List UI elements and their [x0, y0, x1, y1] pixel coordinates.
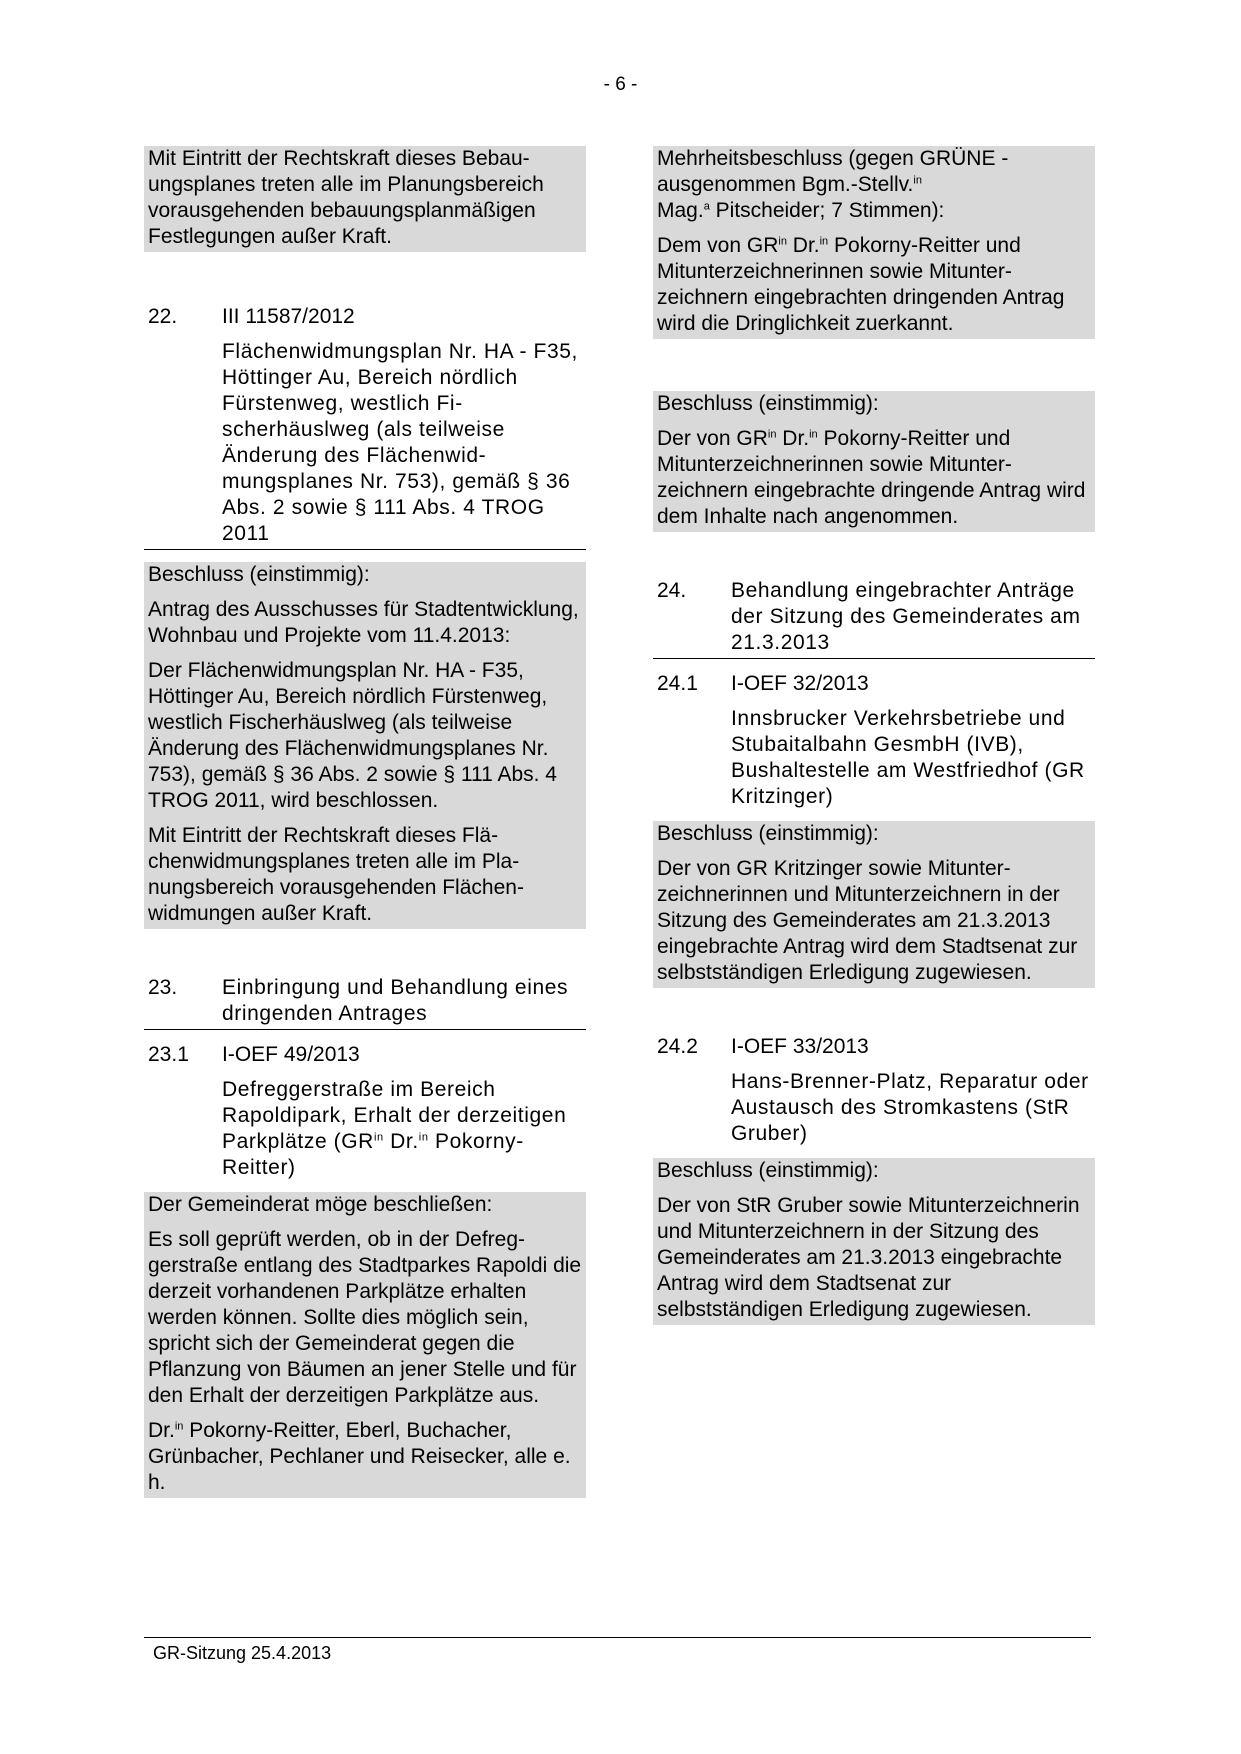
footer: GR-Sitzung 25.4.2013 [153, 1643, 332, 1663]
divider [144, 549, 586, 550]
agenda-item-22 [144, 304, 586, 549]
box-paragraph: Der von StR Gruber sowie Mitunterzeichnerin und Mitunterzeichnern in der Sitzung des Gemeinderates am 21.3.2013 eingebrachte Antrag wird dem Stadtsenat zur selbstständigen Erledigung zugewiesen. [657, 1194, 1080, 1321]
box-paragraph: Antrag des Ausschusses für Stadtentwicklung, Wohnbau und Projekte vom 11.4.2013: [148, 598, 579, 647]
item-heading [653, 671, 1095, 697]
item-number: 24. [657, 579, 687, 602]
divider [144, 1029, 586, 1030]
item-reference: III 11587/2012 [222, 305, 355, 328]
item-heading [144, 975, 586, 1029]
item-reference: I-OEF 32/2013 [731, 672, 869, 695]
motion-box-item-23-1 [144, 1192, 586, 1498]
footer-divider [144, 1637, 1091, 1638]
decision-box-item-24-2 [653, 1158, 1095, 1325]
agenda-item-23 [144, 975, 586, 1029]
item-heading [144, 1042, 586, 1068]
item-number: 22. [148, 305, 178, 328]
decision-box-bebauungsplan [144, 146, 586, 252]
motion-heading: Der Gemeinderat möge beschließen: [148, 1193, 493, 1216]
page-number: - 6 - [603, 74, 638, 95]
decision-label: Beschluss (einstimmig): [657, 392, 879, 415]
item-title: Defreggerstraße im Bereich Rapoldipark, Erhalt der derzeitigen Parkplätze ($GR^{in}$ Dr.$^{in}$ Pokorny-Reitter) [222, 1078, 567, 1179]
item-number: 24.1 [657, 672, 698, 695]
box-paragraph: Mit Eintritt der Rechtskraft dieses Flächenwidmungsplanes treten alle im Planungsbereich vorausgehenden Flächenwidmungen außer Kraft. [148, 824, 524, 925]
box-paragraph: Mit Eintritt der Rechtskraft dieses Bebauungsplanes treten alle im Planungsbereich vorausgehenden bebauungsplanmäßigen Festlegungen außer Kraft. [148, 147, 544, 248]
majority-decision-box [653, 146, 1095, 339]
item-number: 23.1 [148, 1043, 189, 1066]
agenda-item-24-2 [653, 1034, 1095, 1147]
left-column [144, 146, 586, 1498]
item-reference: I-OEF 49/2013 [222, 1043, 360, 1066]
decision-label: Beschluss (einstimmig): [657, 822, 879, 845]
unanimous-decision-box [653, 391, 1095, 532]
decision-label: Beschluss (einstimmig): [148, 563, 370, 586]
item-number: 23. [148, 976, 178, 999]
item-reference: I-OEF 33/2013 [731, 1035, 869, 1058]
agenda-item-24-1 [653, 671, 1095, 810]
decision-label: Beschluss (einstimmig): [657, 1159, 879, 1182]
box-paragraph: Es soll geprüft werden, ob in der Defreggerstraße entlang des Stadtparkes Rapoldi die derzeit vorhandenen Parkplätze erhalten werden können. Sollte dies möglich sein, spricht sich der Gemeinderat gegen die Pflanzung von Bäumen an jener Stelle und für den Erhalt der derzeitigen Parkplätze aus. [148, 1228, 582, 1407]
item-heading [653, 1034, 1095, 1060]
signers: Dr.$^{in}$ Pokorny-Reitter, Eberl, Buchacher, Grünbacher, Pechlaner und Reisecker, alle e. h. [148, 1419, 571, 1494]
item-title: Einbringung und Behandlung eines dringenden Antrages [222, 976, 569, 1025]
decision-box-item-22 [144, 562, 586, 929]
item-title: Innsbrucker Verkehrsbetriebe und Stubaitalbahn GesmbH (IVB), Bushaltestelle am Westfriedhof (GR Kritzinger) [731, 707, 1085, 808]
divider [653, 658, 1095, 659]
item-title: Flächenwidmungsplan Nr. HA - F35, Höttinger Au, Bereich nördlich Fürstenweg, westlich Fischerhäuslweg (als teilweise Änderung des Flächenwidmungsplanes Nr. 753), gemäß § 36 Abs. 2 sowie § 111 Abs. 4 TROG 2011 [222, 340, 578, 545]
agenda-item-24 [653, 578, 1095, 658]
box-paragraph: Dem von $GR^{in}$ Dr.$^{in}$ Pokorny-Reitter und Mitunterzeichnerinnen sowie Mitunterzeichnern eingebrachten dringenden Antrag wird die Dringlichkeit zuerkannt. [657, 234, 1065, 335]
item-title: Behandlung eingebrachter Anträge der Sitzung des Gemeinderates am 21.3.2013 [731, 579, 1081, 654]
box-paragraph: Der von GR Kritzinger sowie Mitunterzeichnerinnen und Mitunterzeichnern in der Sitzung des Gemeinderates am 21.3.2013 eingebrachte Antrag wird dem Stadtsenat zur selbstständigen Erledigung zugewiesen. [657, 857, 1078, 984]
item-title: Hans-Brenner-Platz, Reparatur oder Austausch des Stromkastens (StR Gruber) [731, 1070, 1089, 1145]
right-column [653, 146, 1095, 1325]
item-heading [144, 304, 586, 330]
item-number: 24.2 [657, 1035, 698, 1058]
decision-label: Mehrheitsbeschluss (gegen GRÜNE - ausgenommen Bgm.-Stellv.$^{in}$ Mag.$^a$ Pitscheider; 7 Stimmen): [657, 147, 1009, 222]
box-paragraph: Der von $GR^{in}$ Dr.$^{in}$ Pokorny-Reitter und Mitunterzeichnerinnen sowie Mitunterzeichnern eingebrachte dringende Antrag wird dem Inhalte nach angenommen. [657, 427, 1086, 528]
box-paragraph: Der Flächenwidmungsplan Nr. HA - F35, Höttinger Au, Bereich nördlich Fürstenweg, westlich Fischerhäuslweg (als teilweise Änderung des Flächenwidmungsplanes Nr. 753), gemäß § 36 Abs. 2 sowie § 111 Abs. 4 TROG 2011, wird beschlossen. [148, 659, 557, 812]
decision-box-item-24-1 [653, 821, 1095, 988]
item-heading [653, 578, 1095, 658]
agenda-item-23-1 [144, 1042, 586, 1181]
